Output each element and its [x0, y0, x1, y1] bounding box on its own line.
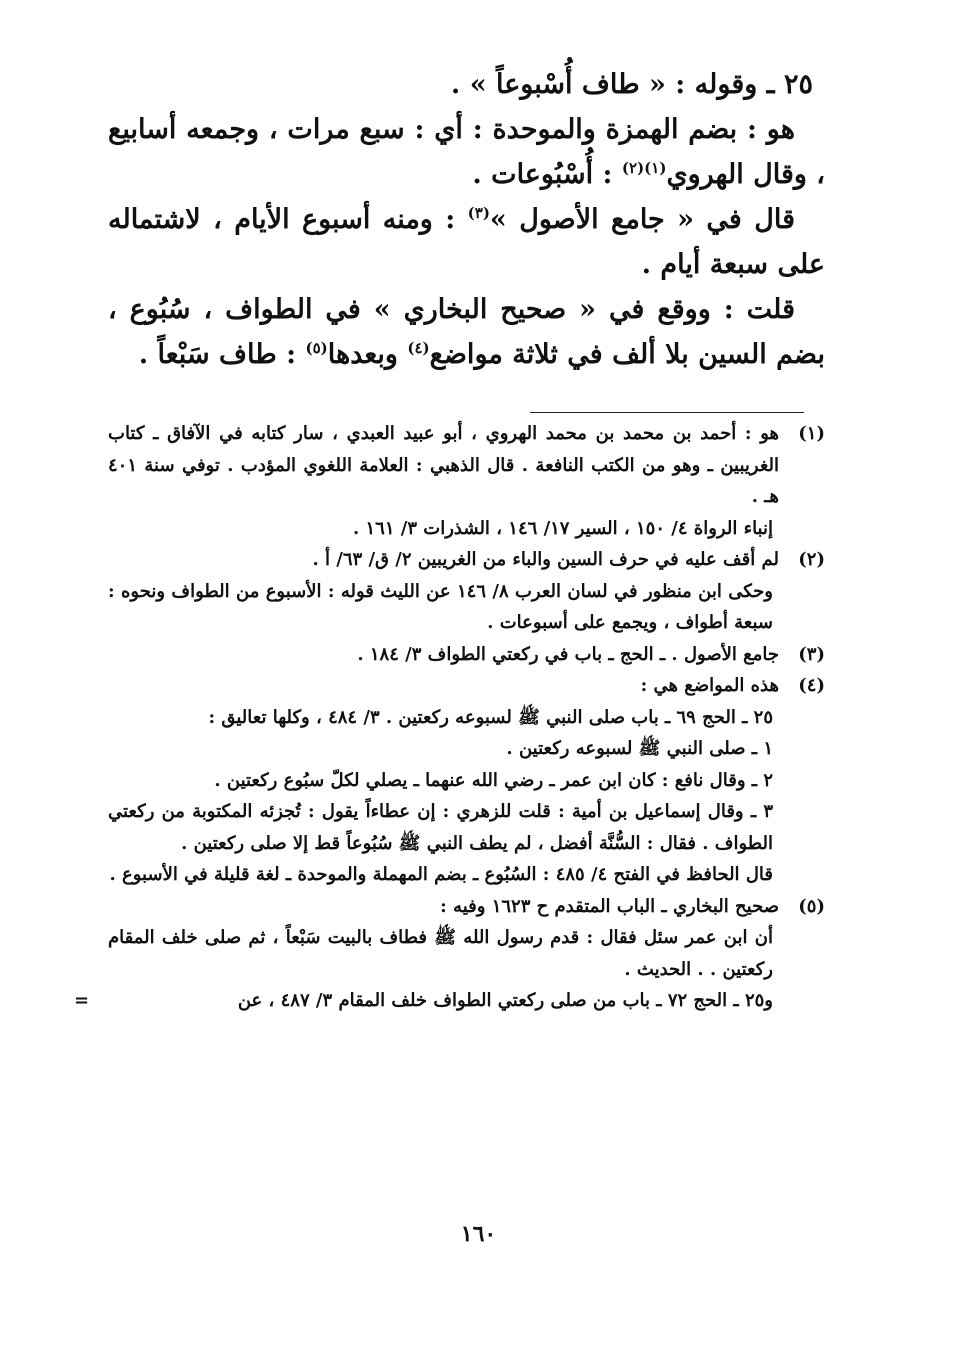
footnote-4-item-e-text: قال الحافظ في الفتح ٤/ ٤٨٥ : السُبُوع ـ بضم المهملة والموحدة ـ لغة قليلة في الأسبوع . [109, 864, 773, 885]
main-text [108, 62, 825, 377]
paragraph-1 [108, 107, 825, 197]
footnote-ref-4[interactable]: (٤) [407, 339, 430, 357]
page-number: ١٦٠ [460, 1221, 497, 1247]
footnote-3-number: (٣) [798, 643, 825, 665]
footnote-5-text: صحيح البخاري ـ الباب المتقدم ح ١٦٢٣ وفيه : [440, 895, 779, 917]
footnote-1-sources-text: إنباء الرواة ٤/ ١٥٠ ، السير ١٧/ ١٤٦ ، الشذرات ٣/ ١٦١ . [352, 517, 773, 539]
paragraph-3 [108, 287, 825, 377]
paragraph-2-end: : ومنه أسبوع الأيام ، لاشتماله على سبعة أيام . [108, 204, 825, 280]
footnote-4-item-c-text: ٢ ـ وقال نافع : كان ابن عمر ـ رضي الله عنهما ـ يصلي لكلّ سبُوع ركعتين . [214, 769, 773, 791]
paragraph-1-end: : أُسْبُوعات . [472, 159, 622, 190]
paragraph-2-start: قال في « جامع الأصول » [489, 204, 795, 235]
footnote-5-item-a [108, 922, 825, 985]
footnote-5 [108, 891, 825, 923]
footnote-1 [108, 418, 825, 513]
footnote-ref-5[interactable]: (٥) [305, 339, 328, 357]
footnote-4-item-b-text: ١ ـ صلى النبي ﷺ لسبوعه ركعتين . [506, 738, 773, 759]
footnote-4-item-d-text: ٣ ـ وقال إسماعيل بن أمية : قلت للزهري : إن عطاءاً يقول : تُجزئه المكتوبة من ركعتي الطواف . فقال : السُّنَّة أفضل ، لم يطف النبي ﷺ سُبُوعاً قط إلا صلى ركعتين . [108, 801, 773, 854]
footnote-4-item-e [108, 859, 825, 891]
footnote-2-continuation [108, 576, 825, 639]
footnote-2-text: لم أقف عليه في حرف السين والباء من الغريبين ٢/ ق/ ٦٣/ أ . [312, 549, 779, 570]
paragraph-3-end: : طاف سَبْعاً . [138, 339, 306, 370]
footnote-5-item-b [74, 985, 825, 1017]
paragraph-3-start: قلت : ووقع في « صحيح البخاري » في الطواف ، سُبُوع ، بضم السين بلا ألف في ثلاثة مواضع [108, 294, 825, 370]
footnote-4-item-a [108, 702, 825, 734]
footnote-4 [108, 670, 825, 702]
footnote-3-text: جامع الأصول . ـ الحج ـ باب في ركعتي الطواف ٣/ ١٨٤ . [357, 643, 779, 665]
footnote-separator [530, 412, 804, 413]
footnote-5-number: (٥) [798, 895, 825, 917]
footnote-5-item-b-text: و٢٥ ـ الحج ٧٢ ـ باب من صلى ركعتي الطواف خلف المقام ٣/ ٤٨٧ ، عن [237, 990, 773, 1011]
entry-heading-text: ٢٥ ـ وقوله : « طاف أُسْبوعاً » . [450, 69, 813, 100]
footnote-5-item-a-text: أن ابن عمر سئل فقال : قدم رسول الله ﷺ فطاف بالبيت سَبْعاً ، ثم صلى خلف المقام ركعتين . . الحديث . [108, 927, 773, 980]
footnote-4-item-a-text: ٢٥ ـ الحج ٦٩ ـ باب صلى النبي ﷺ لسبوعه ركعتين . ٣/ ٤٨٤ ، وكلها تعاليق : [208, 706, 773, 728]
entry-heading [108, 62, 825, 107]
footnote-4-item-b [108, 733, 825, 765]
footnote-1-number: (١) [798, 423, 825, 444]
footnote-2 [108, 544, 825, 576]
footnote-4-item-c [108, 765, 825, 797]
footnote-4-number: (٤) [798, 675, 825, 696]
paragraph-1-text: هو : بضم الهمزة والموحدة : أي : سبع مرات ، وجمعه أسابيع ، وقال الهروي [108, 114, 825, 190]
continuation-mark: = [74, 990, 90, 1011]
footnote-2-number: (٢) [798, 549, 825, 570]
footnote-3 [108, 639, 825, 671]
footnote-4-item-d [108, 796, 825, 859]
footnote-ref-3[interactable]: (٣) [467, 204, 490, 222]
footnote-2-continuation-text: وحكى ابن منظور في لسان العرب ٨/ ١٤٦ عن الليث قوله : الأسبوع من الطواف ونحوه : سبعة أطواف ، ويجمع على أسبوعات . [108, 580, 773, 633]
footnote-ref-1-2[interactable]: (١)(٢) [621, 159, 667, 177]
footnote-4-text: هذه المواضع هي : [640, 675, 779, 696]
paragraph-2 [108, 197, 825, 287]
footnote-1-text: هو : أحمد بن محمد بن محمد الهروي ، أبو عبيد العبدي ، سار كتابه في الآفاق ـ كتاب الغريبين ـ وهو من الكتب النافعة . قال الذهبي : العلامة اللغوي المؤدب . توفي سنة ٤٠١ هـ . [108, 423, 779, 507]
footnote-1-sources [108, 513, 825, 545]
paragraph-3-mid: وبعدها [327, 339, 408, 370]
footnotes [74, 418, 825, 1017]
